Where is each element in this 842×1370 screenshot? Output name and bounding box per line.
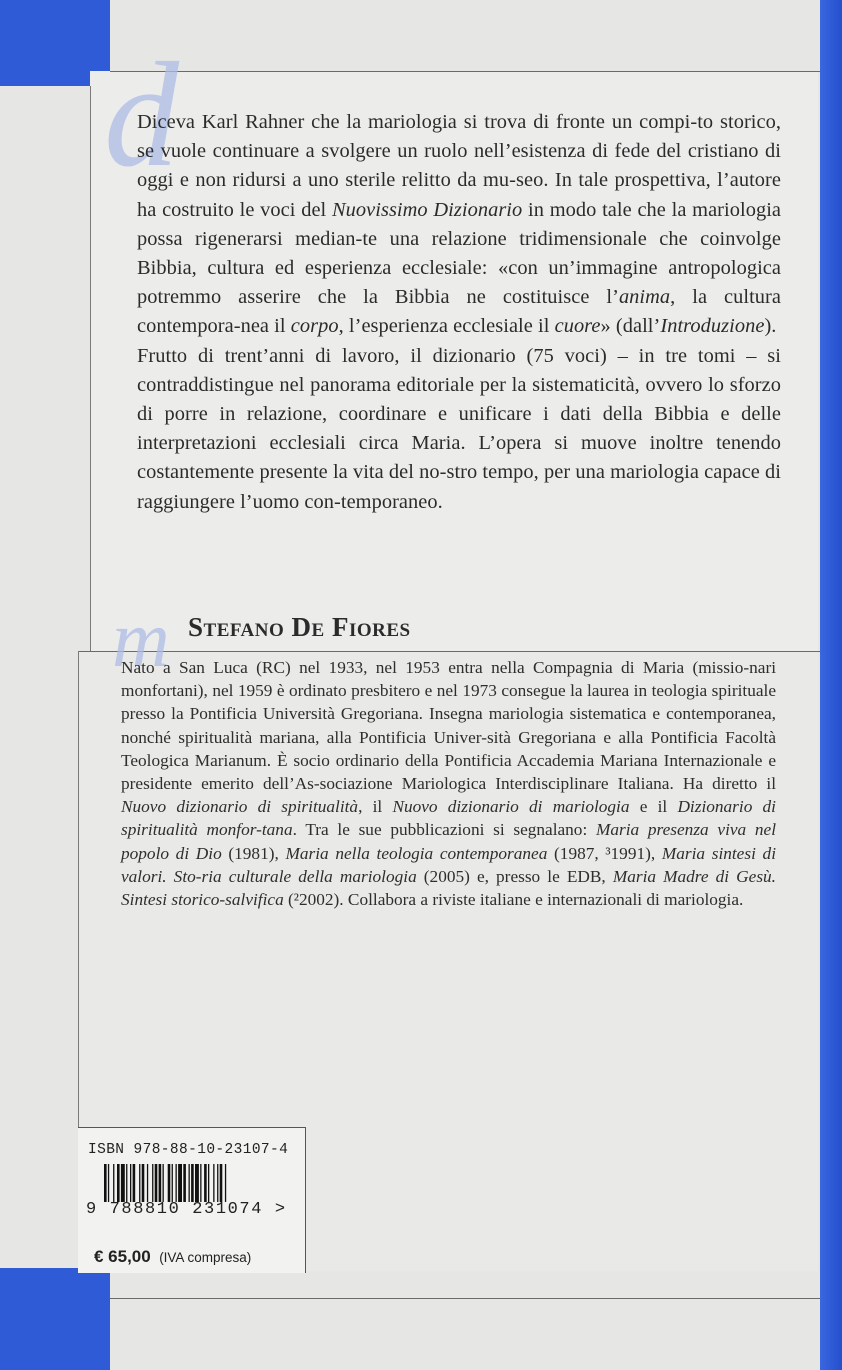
blue-corner-bottom-left — [0, 1268, 110, 1370]
top-rule — [110, 71, 820, 72]
price — [94, 1247, 251, 1267]
blurb-paragraph-2: Frutto di trent’anni di lavoro, il dizionario (75 voci) – in tre tomi – si contraddistingue nel panorama editoriale per la sistematicità, ovvero lo sforzo di porre in relazione, coordinare e unificare i dati della Bibbia e delle interpretazioni ecclesiali circa Maria. L’opera si muove inoltre tenendo costantemente presente la vita del no-stro tempo, per una mariologia capace di raggiungere l’uomo con-temporaneo. — [137, 344, 781, 513]
author-name: Stefano De Fiores — [188, 612, 411, 642]
isbn-label: ISBN 978-88-10-23107-4 — [88, 1142, 289, 1158]
decorative-letter-d: d — [104, 32, 179, 198]
decorative-letter-m: m — [112, 596, 170, 684]
bottom-rule — [110, 1298, 820, 1299]
left-rule-upper — [90, 86, 91, 651]
price-note: (IVA compresa) — [159, 1250, 252, 1265]
barcode-icon — [104, 1164, 276, 1202]
blue-spine-strip — [820, 0, 842, 1370]
price-value: € 65,00 — [94, 1247, 151, 1266]
author-biography: Nato a San Luca (RC) nel 1933, nel 1953 entra nella Compagnia di Maria (missio-nari monfortani), nel 1959 è ordinato presbitero e nel 1973 consegue la laurea in teologia spirituale presso la Pontificia Università Gregoriana. Insegna mariologia sistematica e contemporanea, nonché spiritualità mariana, alla Pontificia Univer-sità Gregoriana e alla Pontificia Facoltà Teologica Marianum. È socio ordinario della Pontificia Accademia Mariana Internazionale e presidente emerito dell’As-sociazione Mariologica Interdisciplinare Italiana. Ha diretto il Nuovo dizionario di spiritualità, il Nuovo dizionario di mariologia e il Dizionario di spiritualità monfor-tana. Tra le sue pubblicazioni si segnalano: Maria presenza viva nel popolo di Dio (1981), Maria nella teologia contemporanea (1987, ³1991), Maria sintesi di valori. Sto-ria culturale della mariologia (2005) e, presso le EDB, Maria Madre di Gesù. Sintesi storico-salvifica (²2002). Collabora a riviste italiane e internazionali di mariologia. — [121, 658, 777, 910]
middle-rule — [78, 651, 820, 652]
book-blurb: Diceva Karl Rahner che la mariologia si trova di fronte un compi-to storico, se vuole continuare a svolgere un ruolo nell’esistenza di fede del cristiano di oggi e non ridursi a uno sterile relitto da mu-seo. In tale prospettiva, l’autore ha costruito le voci del Nuovissimo Dizionario in modo tale che la mariologia possa rigenerarsi median-te una relazione tridimensionale che coinvolge Bibbia, cultura ed esperienza ecclesiale: «con un’immagine antropologica potremmo asserire che la Bibbia ne costituisce l’anima, la cultura contempora-nea il corpo, l’esperienza ecclesiale il cuore» (dall’Introduzione). Frutto di trent’anni di lavoro, il dizionario (75 voci) – in tre tomi – si contraddistingue nel panorama editoriale per la sistematicità, ovvero lo sforzo di porre in relazione, coordinare e unificare i dati della Bibbia e delle interpretazioni ecclesiali circa Maria. L’opera si muove inoltre tenendo costantemente presente la vita del no-stro tempo, per una mariologia capace di raggiungere l’uomo con-temporaneo. — [137, 111, 782, 513]
barcode-digits: 9 788810 231074 > — [86, 1200, 287, 1219]
